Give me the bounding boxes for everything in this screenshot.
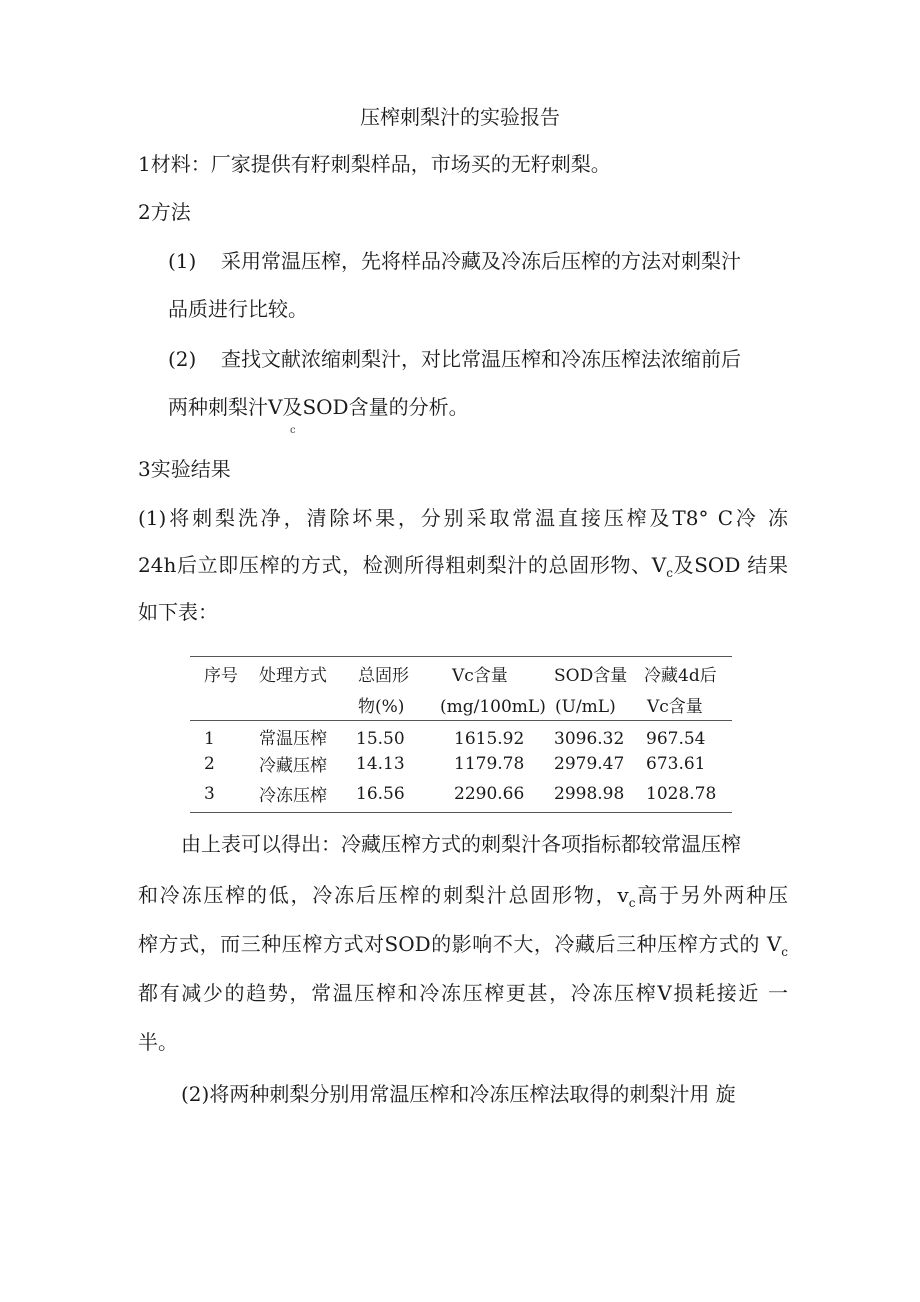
conclusion-line2-pre: 和冷冻压榨的低，冷冻后压榨的刺梨汁总固形物，v [138, 883, 629, 907]
table-header-cold-vc: 冷藏4d后 [644, 666, 717, 686]
conclusion-line3 [138, 930, 788, 966]
table-cell-solids: 16.56 [356, 784, 405, 804]
method-1-text-cont: 品质进行比较。 [168, 297, 308, 321]
conclusion-line3-pre: 榨方式，而三种压榨方式对SOD的影响不大，冷藏后三种压榨方式的 V [138, 932, 782, 956]
table-cell-sod: 2979.47 [554, 754, 625, 774]
table-cell-cold-vc: 673.61 [646, 754, 706, 774]
table-bottom-rule [190, 812, 732, 813]
result-1-line1: (1)将刺梨洗净，清除坏果，分别采取常温直接压榨及T8° C冷 冻 [138, 506, 788, 530]
materials-paragraph: 1材料：厂家提供有籽刺梨样品，市场买的无籽刺梨。 [138, 152, 611, 176]
table-header-cold-vc-unit: Vc含量 [647, 697, 703, 717]
report-title: 压榨刺梨汁的实验报告 [360, 105, 560, 129]
table-cell-sod: 3096.32 [554, 729, 625, 749]
method-1-number: (1) [168, 249, 197, 273]
method-heading: 2方法 [138, 200, 191, 224]
method-1-text: 采用常温压榨，先将样品冷藏及冷冻后压榨的方法对刺梨汁 [221, 249, 741, 273]
table-top-rule [190, 656, 732, 657]
conclusion-line4: 都有减少的趋势，常温压榨和冷冻压榨更甚，冷冻压榨V损耗接近 一 [138, 981, 788, 1005]
table-header-solids: 总固形 [358, 666, 409, 686]
table-cell-method: 常温压榨 [259, 729, 327, 749]
table-header-vc-unit: (mg/100mL) [440, 697, 546, 717]
table-cell-solids: 15.50 [356, 729, 405, 749]
table-cell-vc: 2290.66 [454, 784, 525, 804]
table-cell-cold-vc: 1028.78 [646, 784, 717, 804]
result-1-line2-post: 及SOD 结果 [672, 553, 788, 577]
table-cell-index: 3 [204, 784, 215, 804]
method-2-text-cont: 两种刺梨汁V及SOD含量的分析。 [168, 395, 469, 419]
table-cell-solids: 14.13 [356, 754, 405, 774]
table-cell-index: 2 [204, 754, 215, 774]
table-cell-method: 冷藏压榨 [259, 756, 327, 776]
result-1-line3: 如下表： [138, 600, 218, 624]
table-header-sod-unit: (U/mL) [555, 697, 616, 717]
stray-subscript-c: c [290, 425, 296, 436]
results-table [190, 656, 732, 814]
table-header-rule [190, 720, 732, 721]
result-2-line1: (2)将两种刺梨分别用常温压榨和冷冻压榨法取得的刺梨汁用 旋 [181, 1082, 736, 1106]
table-header-vc: Vc含量 [452, 666, 508, 686]
vc-subscript: c [628, 896, 636, 910]
results-heading: 3实验结果 [138, 457, 231, 481]
table-cell-method: 冷冻压榨 [259, 786, 327, 806]
conclusion-line1: 由上表可以得出：冷藏压榨方式的刺梨汁各项指标都较常温压榨 [181, 832, 741, 856]
result-1-line2-pre: 24h后立即压榨的方式，检测所得粗刺梨汁的总固形物、V [138, 553, 667, 577]
table-cell-index: 1 [204, 729, 215, 749]
method-2-text: 查找文献浓缩刺梨汁，对比常温压榨和冷冻压榨法浓缩前后 [221, 347, 741, 371]
table-cell-vc: 1615.92 [454, 729, 525, 749]
table-cell-cold-vc: 967.54 [646, 729, 706, 749]
table-header-index: 序号 [204, 666, 238, 686]
table-cell-vc: 1179.78 [454, 754, 525, 774]
table-header-method: 处理方式 [259, 666, 327, 686]
conclusion-line2 [138, 881, 788, 917]
result-1-line2 [138, 551, 788, 587]
table-header-sod: SOD含量 [554, 666, 628, 686]
vc-subscript: c [666, 566, 673, 580]
table-header-solids-unit: 物(%) [358, 697, 405, 717]
conclusion-line5: 半。 [138, 1030, 178, 1054]
vc-subscript: c [781, 945, 788, 959]
table-cell-sod: 2998.98 [554, 784, 625, 804]
method-2-number: (2) [168, 347, 197, 371]
conclusion-line2-post: 高于另外两种压 [635, 883, 788, 907]
